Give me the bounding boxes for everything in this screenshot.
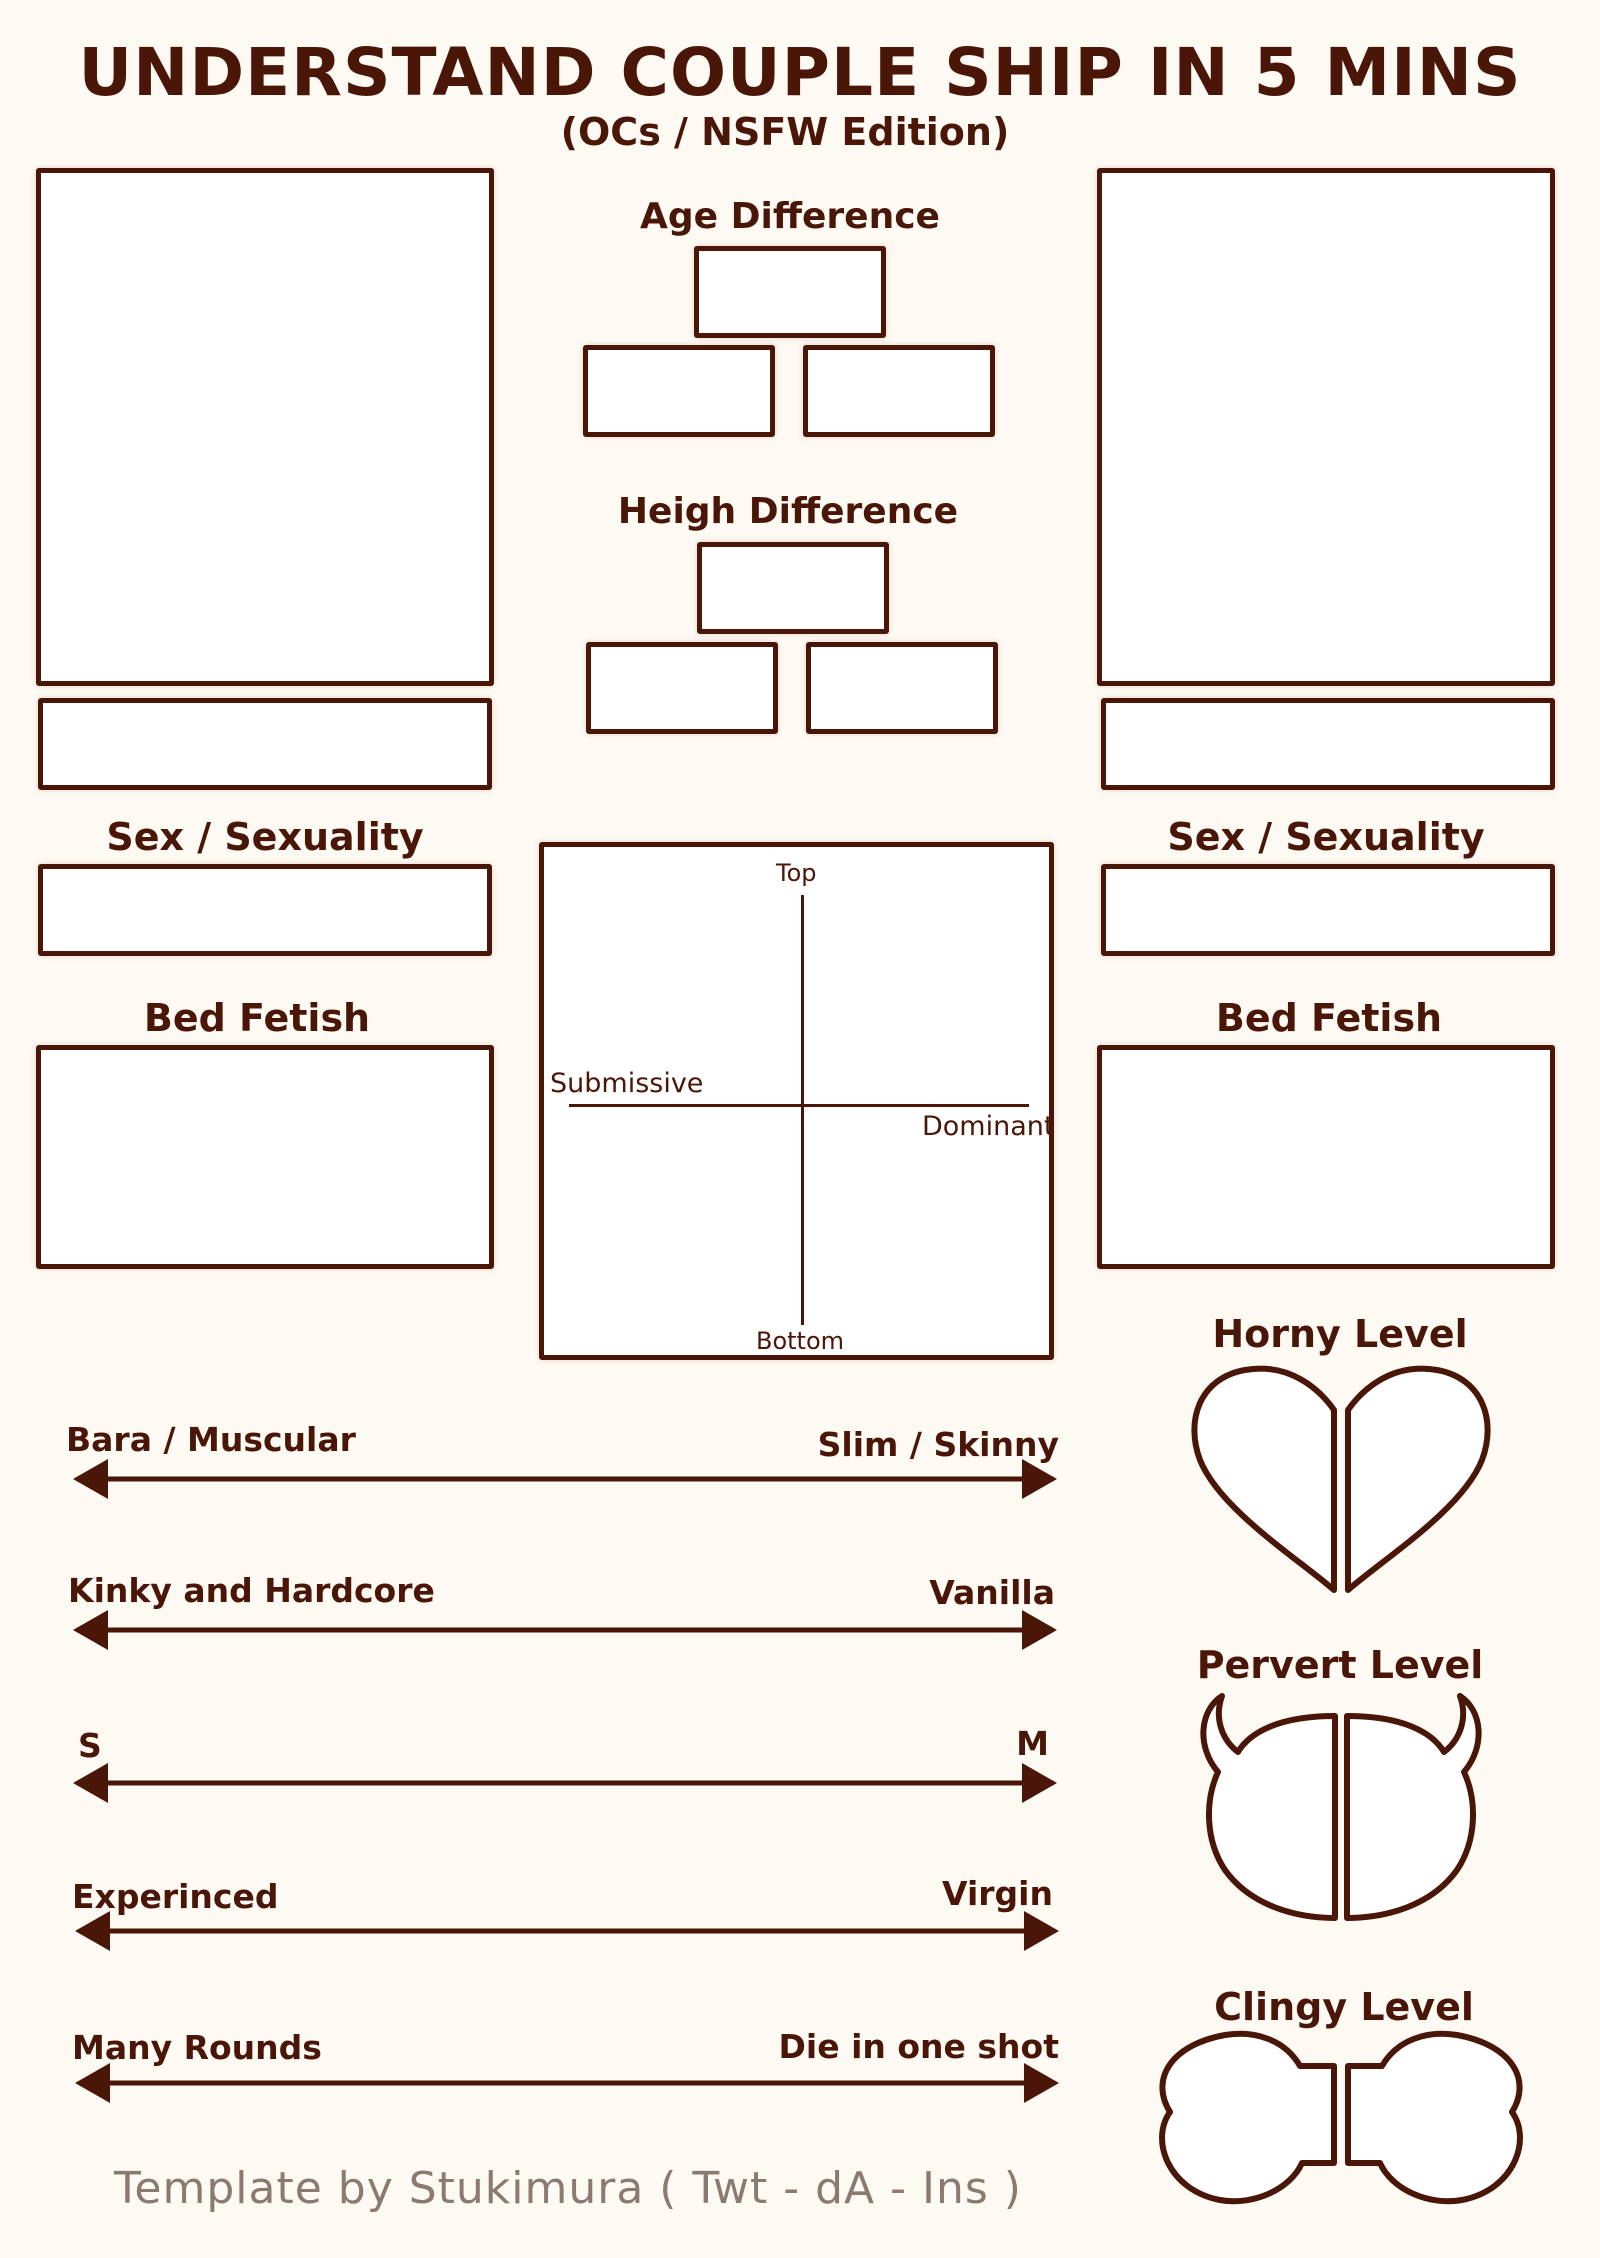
devil-icon[interactable] (1203, 1696, 1478, 1918)
page-title: UNDERSTAND COUPLE SHIP IN 5 MINS (78, 34, 1522, 111)
right-sex-sexuality-label: Sex / Sexuality (1167, 815, 1485, 859)
slider-5-right-label: Die in one shot (778, 2027, 1059, 2066)
horny-level-label: Horny Level (1212, 1312, 1468, 1356)
heart-icon[interactable] (1194, 1369, 1487, 1590)
slider-1-right-label: Slim / Skinny (817, 1425, 1059, 1464)
page-subtitle: (OCs / NSFW Edition) (560, 110, 1010, 154)
slider-2-right-label: Vanilla (929, 1573, 1055, 1612)
slider-4-right-label: Virgin (942, 1874, 1053, 1913)
slider-2-left-label: Kinky and Hardcore (68, 1571, 435, 1610)
slider-1-left-label: Bara / Muscular (66, 1420, 356, 1459)
template-credit: Template by Stukimura ( Twt - dA - Ins ) (114, 2163, 1022, 2214)
quadrant-left-label: Submissive (550, 1068, 704, 1099)
pervert-level-label: Pervert Level (1196, 1643, 1484, 1687)
quadrant-top-label: Top (776, 859, 817, 887)
slider-3-left-label: S (78, 1726, 102, 1765)
slider-4-left-label: Experinced (72, 1877, 279, 1916)
age-difference-label: Age Difference (640, 196, 940, 237)
slider-5-left-label: Many Rounds (72, 2028, 322, 2067)
slider-3-right-label: M (1016, 1724, 1049, 1763)
left-sex-sexuality-label: Sex / Sexuality (106, 815, 424, 859)
right-bed-fetish-label: Bed Fetish (1215, 996, 1443, 1040)
left-bed-fetish-label: Bed Fetish (143, 996, 371, 1040)
quadrant-right-label: Dominant (922, 1111, 1055, 1142)
quadrant-bottom-label: Bottom (756, 1327, 845, 1355)
height-difference-label: Heigh Difference (617, 491, 959, 532)
clingy-level-label: Clingy Level (1214, 1985, 1474, 2029)
bone-icon[interactable] (1162, 2034, 1520, 2202)
